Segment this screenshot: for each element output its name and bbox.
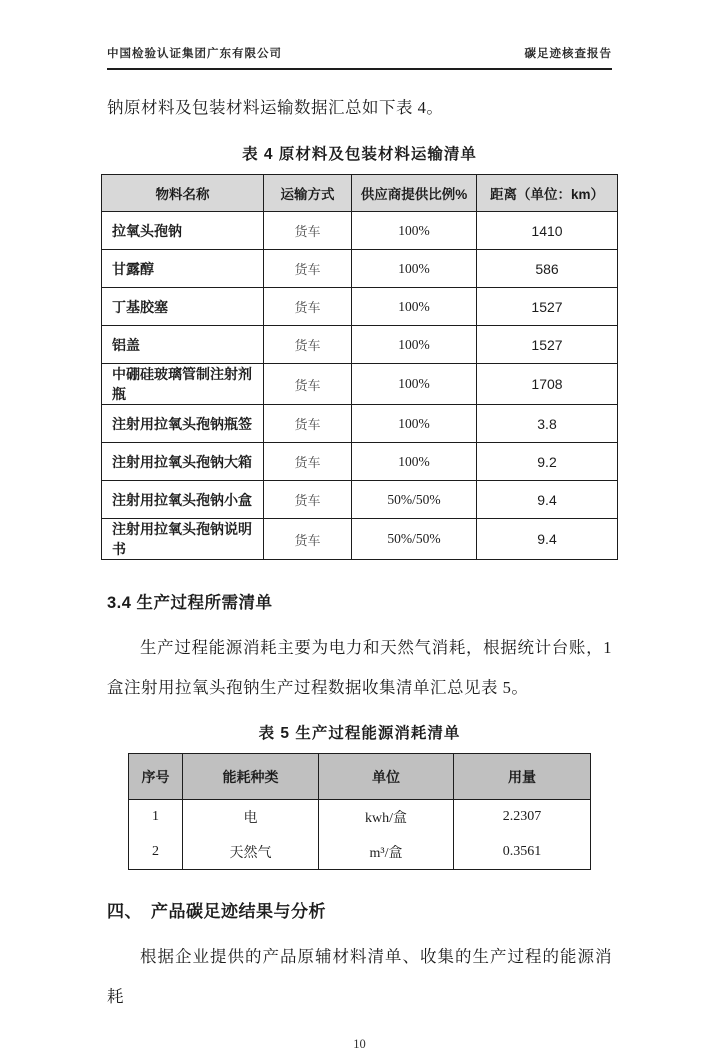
table-cell: kwh/盒 — [319, 800, 454, 835]
table-cell: 甘露醇 — [102, 250, 264, 288]
section-3-4-heading: 3.4 生产过程所需清单 — [107, 594, 273, 612]
table-cell: 电 — [183, 800, 319, 835]
table-cell: 586 — [477, 250, 618, 288]
table-cell: 拉氧头孢钠 — [102, 212, 264, 250]
table4-col-supplier-ratio: 供应商提供比例% — [352, 175, 477, 212]
table-cell: 天然气 — [183, 835, 319, 870]
table-row — [102, 405, 618, 443]
table5-col-index: 序号 — [129, 754, 183, 800]
table-cell: 100% — [352, 250, 477, 288]
table-cell: 50%/50% — [352, 519, 477, 560]
table-row — [102, 519, 618, 560]
table-cell: 1410 — [477, 212, 618, 250]
table-cell: 1 — [129, 800, 183, 835]
table-cell: 注射用拉氧头孢钠小盒 — [102, 481, 264, 519]
table-cell: 100% — [352, 212, 477, 250]
table-row — [102, 443, 618, 481]
table-cell: 9.4 — [477, 481, 618, 519]
table-cell: 1527 — [477, 326, 618, 364]
table-cell: 注射用拉氧头孢钠说明书 — [102, 519, 264, 560]
table-cell: 丁基胶塞 — [102, 288, 264, 326]
table-cell: 100% — [352, 443, 477, 481]
table-cell: 1708 — [477, 364, 618, 405]
table-row — [129, 835, 591, 870]
table4-header-row — [102, 175, 618, 212]
table-cell: 注射用拉氧头孢钠大箱 — [102, 443, 264, 481]
table4-title: 表 4 原材料及包装材料运输清单 — [242, 146, 477, 163]
running-header — [107, 45, 612, 70]
table-cell: 中硼硅玻璃管制注射剂瓶 — [102, 364, 264, 405]
table-cell: 100% — [352, 364, 477, 405]
table-cell: m³/盒 — [319, 835, 454, 870]
table5-title: 表 5 生产过程能源消耗清单 — [258, 725, 461, 742]
table-cell: 100% — [352, 288, 477, 326]
table5-energy-consumption — [128, 753, 591, 870]
table-cell: 铝盖 — [102, 326, 264, 364]
table-row — [102, 288, 618, 326]
table-cell: 注射用拉氧头孢钠瓶签 — [102, 405, 264, 443]
table5-header-row — [129, 754, 591, 800]
table-cell: 9.2 — [477, 443, 618, 481]
table-cell: 货车 — [264, 443, 352, 481]
table-row — [102, 212, 618, 250]
table-cell: 货车 — [264, 405, 352, 443]
table-cell: 0.3561 — [454, 835, 591, 870]
table4-col-distance: 距离（单位：km） — [477, 175, 618, 212]
table-row — [102, 250, 618, 288]
section-4-paragraph: 根据企业提供的产品原辅材料清单、收集的生产过程的能源消耗 — [107, 947, 612, 1006]
table-cell: 100% — [352, 326, 477, 364]
table-cell: 货车 — [264, 212, 352, 250]
table-cell: 3.8 — [477, 405, 618, 443]
header-company-name: 中国检验认证集团广东有限公司 — [107, 48, 282, 60]
table-cell: 1527 — [477, 288, 618, 326]
page-number: 10 — [353, 1037, 366, 1051]
section-4-heading: 四、 产品碳足迹结果与分析 — [107, 902, 326, 921]
table-cell: 2 — [129, 835, 183, 870]
table-cell: 2.2307 — [454, 800, 591, 835]
table4-transport-list — [101, 174, 618, 560]
section-3-4-paragraph: 生产过程能源消耗主要为电力和天然气消耗，根据统计台账，1盒注射用拉氧头孢钠生产过程数据收集清单汇总见表 5。 — [107, 638, 612, 697]
table-cell: 9.4 — [477, 519, 618, 560]
intro-paragraph: 钠原材料及包装材料运输数据汇总如下表 4。 — [107, 98, 444, 117]
table-cell: 货车 — [264, 326, 352, 364]
table-cell: 货车 — [264, 519, 352, 560]
table-row — [129, 800, 591, 835]
header-report-title: 碳足迹核查报告 — [524, 48, 612, 60]
table-row — [102, 481, 618, 519]
table-cell: 货车 — [264, 288, 352, 326]
table-cell: 50%/50% — [352, 481, 477, 519]
table5-col-amount: 用量 — [454, 754, 591, 800]
table-cell: 货车 — [264, 481, 352, 519]
table-row — [102, 364, 618, 405]
table-cell: 货车 — [264, 364, 352, 405]
table5-col-unit: 单位 — [319, 754, 454, 800]
table-cell: 100% — [352, 405, 477, 443]
table-cell: 货车 — [264, 250, 352, 288]
table4-col-transport-mode: 运输方式 — [264, 175, 352, 212]
table5-col-energy-type: 能耗种类 — [183, 754, 319, 800]
table4-col-material: 物料名称 — [102, 175, 264, 212]
table-row — [102, 326, 618, 364]
